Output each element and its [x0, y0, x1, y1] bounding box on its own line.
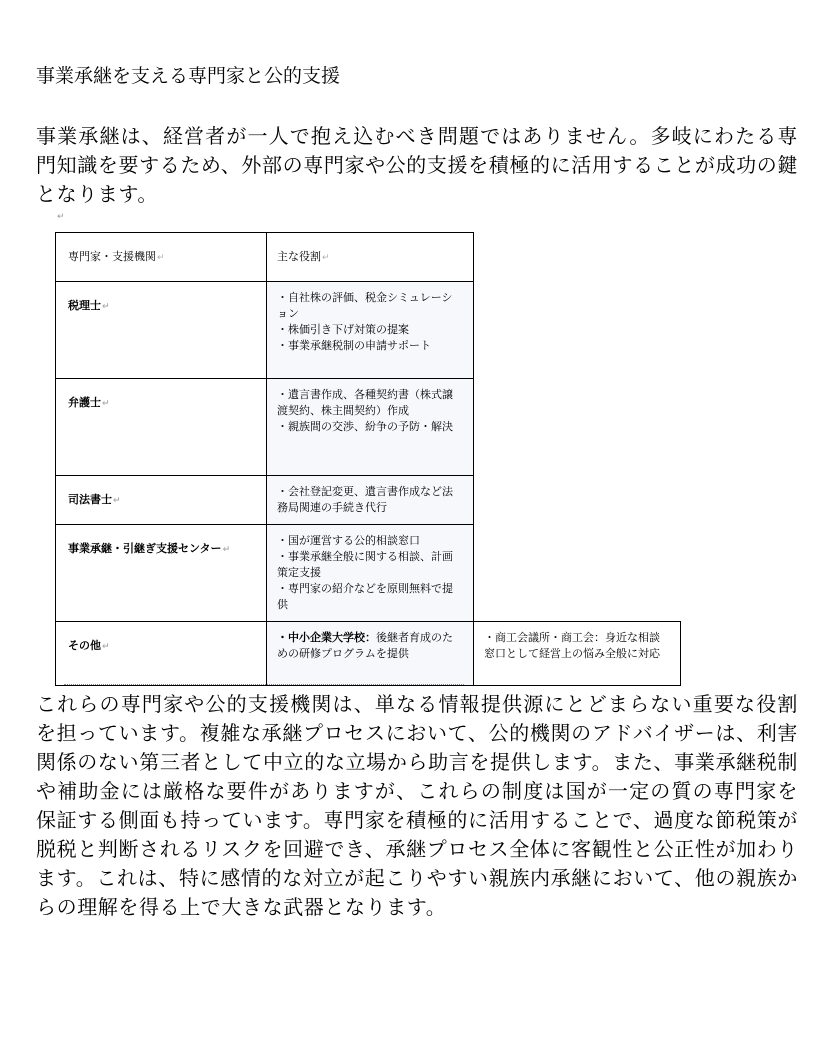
cell-mark: ↵	[102, 642, 110, 652]
expert-name: 弁護士	[68, 396, 101, 409]
expert-name: 司法書士	[68, 493, 112, 506]
role-item: ・会社登記変更、遺言書作成など法務局関連の手続き代行	[277, 485, 453, 514]
header-cell-role	[267, 233, 474, 282]
header-role-label: 主な役割	[277, 249, 321, 263]
table-row	[56, 622, 681, 686]
header-cell-expert	[56, 233, 267, 282]
role-item: ・株価引き下げ対策の提案	[277, 323, 409, 336]
table-row	[56, 282, 681, 379]
experts-table	[55, 232, 681, 686]
role-cell	[267, 476, 474, 525]
role-item: ・専門家の紹介などを原則無料で提供	[277, 582, 453, 611]
role-cell	[267, 282, 474, 379]
role-item: ・親族間の交渉、紛争の予防・解決	[277, 420, 453, 433]
header-expert-label: 専門家・支援機関	[68, 249, 156, 263]
expert-name-cell	[56, 525, 267, 622]
cell-mark: ↵	[322, 252, 330, 263]
role-item: ・事業承継税制の申請サポート	[277, 339, 431, 352]
table-header-row	[56, 233, 681, 282]
role-cell	[267, 622, 474, 686]
role-item: ・国が運営する公的相談窓口	[277, 534, 420, 547]
role-item: ・商工会議所・商工会：身近な相談窓口として経営上の悩み全般に対応	[484, 631, 660, 660]
role-item: ・自社株の評価、税金シミュレーション	[277, 291, 453, 320]
role-item: 後継者育成のための研修プログラムを提供	[277, 631, 453, 660]
document-heading: 事業承継を支える専門家と公的支援	[36, 65, 341, 87]
cell-mark: ↵	[222, 545, 231, 555]
expert-name-cell	[56, 282, 267, 379]
role-item: ・遺言書作成、各種契約書（株式譲渡契約、株主間契約）作成	[277, 388, 453, 417]
role-cell	[267, 379, 474, 476]
expert-name-cell	[56, 379, 267, 476]
table-row	[56, 525, 681, 622]
table-row	[56, 476, 681, 525]
role-item: ・事業承継全般に関する相談、計画策定支援	[277, 550, 453, 579]
cell-mark: ↵	[113, 496, 121, 506]
expert-name-cell	[56, 476, 267, 525]
dotted-divider	[64, 684, 464, 685]
role-cell-extra	[474, 622, 681, 686]
cell-mark: ↵	[157, 252, 165, 263]
role-cell	[267, 525, 474, 622]
expert-name: 事業承継・引継ぎ支援センター	[68, 542, 222, 555]
cell-mark: ↵	[102, 302, 110, 312]
expert-name: その他	[68, 639, 101, 652]
expert-name-cell	[56, 622, 267, 686]
paragraph-mark: ↵	[57, 212, 65, 222]
expert-name: 税理士	[68, 299, 101, 312]
role-item-title: ・中小企業大学校：	[277, 631, 376, 644]
cell-mark: ↵	[102, 399, 110, 409]
intro-paragraph: 事業承継は、経営者が一人で抱え込むべき問題ではありません。多岐にわたる専門知識を要するため、外部の専門家や公的支援を積極的に活用することが成功の鍵となります。	[36, 124, 798, 206]
table-row	[56, 379, 681, 476]
body-paragraph: これらの専門家や公的支援機関は、単なる情報提供源にとどまらない重要な役割を担っています。複雑な承継プロセスにおいて、公的機関のアドバイザーは、利害関係のない第三者として中立的な立場から助言を提供します。また、事業承継税制や補助金には厳格な要件がありますが、これらの制度は国が一定の質の専門家を保証する側面も持っています。専門家を積極的に活用することで、過度な節税策が脱税と判断されるリスクを回避でき、承継プロセス全体に客観性と公正性が加わります。これは、特に感情的な対立が起こりやすい親族内承継において、他の親族からの理解を得る上で大きな武器となります。	[36, 692, 798, 919]
